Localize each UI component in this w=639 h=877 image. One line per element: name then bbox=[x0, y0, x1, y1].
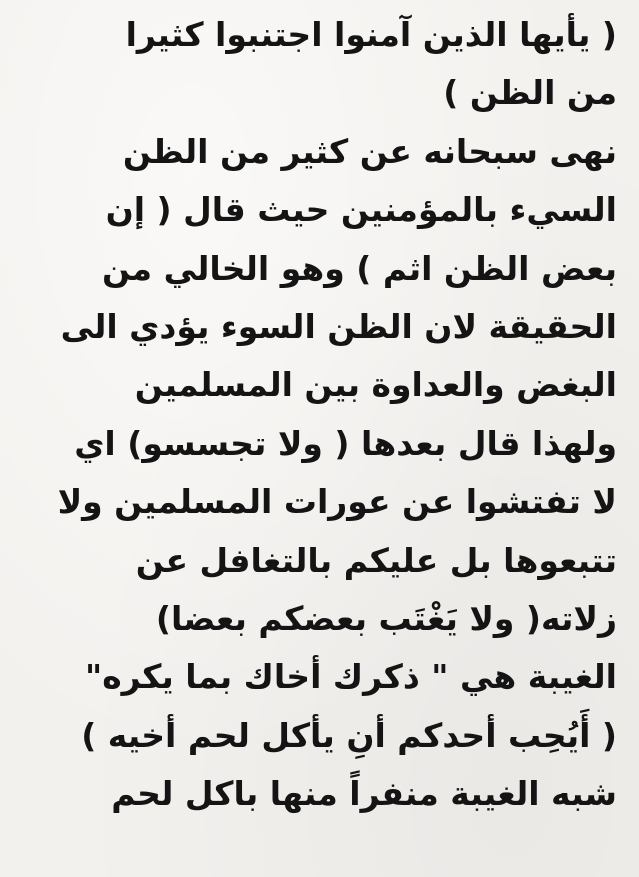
text-line: السيء بالمؤمنين حيث قال ( إن bbox=[105, 190, 617, 230]
text-line: شبه الغيبة منفراً منها باكل لحم bbox=[111, 774, 617, 814]
text-line: الغيبة هي " ذكرك أخاك بما يكره" bbox=[85, 657, 617, 697]
arabic-text-block bbox=[26, 6, 617, 823]
text-line: لا تفتشوا عن عورات المسلمين ولا bbox=[57, 482, 617, 522]
text-line: ولهذا قال بعدها ( ولا تجسسو) اي bbox=[74, 423, 617, 463]
text-line: تتبعوها بل عليكم بالتغافل عن bbox=[135, 540, 617, 580]
text-line: ( أَيُحِب أحدكم أنِ يأكل لحم أخيه ) bbox=[81, 715, 617, 755]
text-line: ( يأيها الذين آمنوا اجتنبوا كثيرا bbox=[125, 15, 617, 54]
text-line: من الظن ) bbox=[443, 73, 617, 113]
text-line: نهى سبحانه عن كثير من الظن bbox=[122, 131, 617, 171]
text-line: الحقيقة لان الظن السوء يؤدي الى bbox=[60, 306, 617, 346]
text-line: البغض والعداوة بين المسلمين bbox=[134, 365, 617, 405]
text-line: زلاته( ولا يَغْتَب بعضكم بعضا) bbox=[155, 598, 617, 638]
text-line: بعض الظن اثم ) وهو الخالي من bbox=[101, 248, 617, 288]
